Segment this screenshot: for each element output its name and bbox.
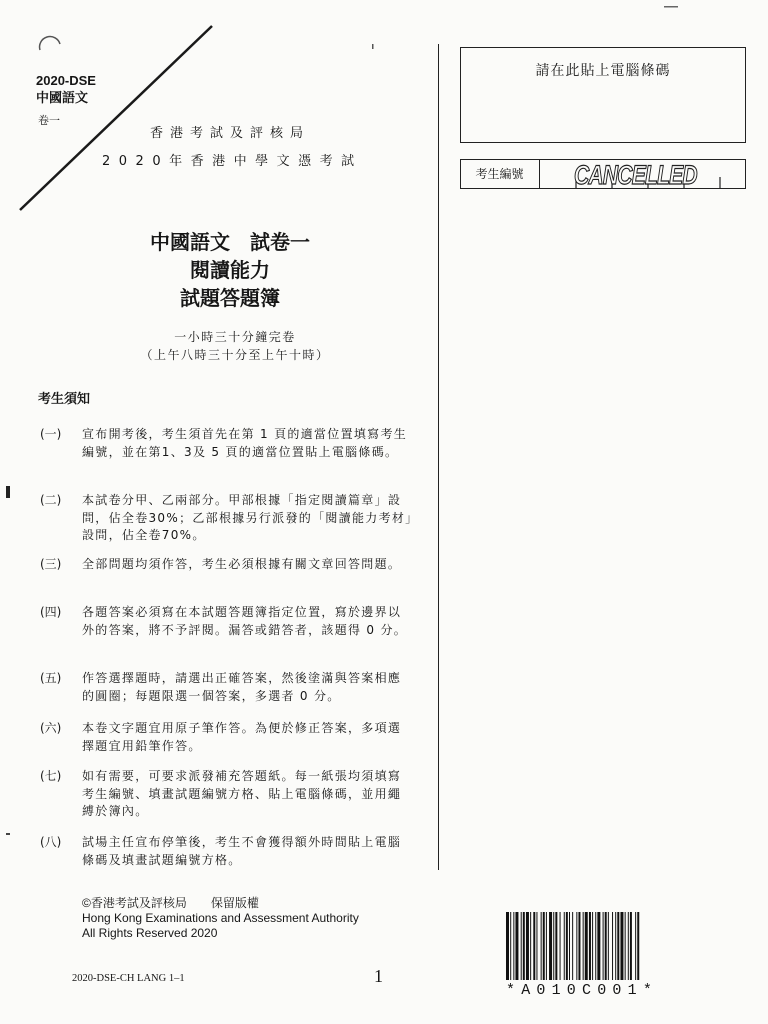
barcode-bar — [612, 912, 613, 980]
instruction-text: 本卷文字題宜用原子筆作答。為便於修正答案，多項選擇題宜用鉛筆作答。 — [82, 721, 402, 753]
page-number: 1 — [374, 966, 383, 986]
barcode-bar — [608, 912, 609, 980]
exam-code: 2020-DSE — [36, 73, 96, 88]
barcode-bar — [572, 912, 573, 980]
barcode-bar — [595, 912, 596, 980]
copyright-english: Hong Kong Examinations and Assessment Authority — [82, 911, 359, 925]
barcode-bar — [578, 912, 580, 980]
instruction-text: 作答選擇題時，請選出正確答案，然後塗滿與答案相應的圓圈；每題限選一個答案，多選者 0 分。 — [82, 671, 402, 703]
instruction-number: (三) — [40, 557, 62, 571]
barcode-bar — [543, 912, 545, 980]
instruction-text: 試場主任宣布停筆後，考生不會獲得額外時間貼上電腦條碼及填畫試題編號方格。 — [82, 835, 402, 867]
instruction-number: (一) — [40, 427, 62, 441]
barcode-bar — [615, 912, 616, 980]
rights-reserved: All Rights Reserved 2020 — [82, 926, 218, 940]
instruction-text: 宣布開考後，考生須首先在第 1 頁的適當位置填寫考生編號，並在第1、3及 5 頁的適當位置貼上電腦條碼。 — [82, 427, 408, 459]
instruction-item — [40, 426, 414, 461]
instruction-item — [40, 670, 414, 705]
barcode-bar — [569, 912, 570, 980]
instruction-item — [40, 492, 414, 545]
barcode-image — [506, 912, 740, 980]
instruction-item — [40, 768, 414, 821]
instruction-number: (二) — [40, 493, 62, 507]
instruction-text: 各題答案必須寫在本試題答題簿指定位置，寫於邊界以外的答案，將不予評閱。漏答或錯答者，該題得 0 分。 — [82, 605, 408, 637]
barcode-bar — [521, 912, 522, 980]
barcode-bar — [526, 912, 529, 980]
instructions-heading: 考生須知 — [38, 392, 91, 407]
barcode-bar — [585, 912, 588, 980]
instruction-item — [40, 720, 414, 755]
barcode-bar — [566, 912, 568, 980]
title-line-1: 中國語文 試卷一 — [150, 230, 310, 254]
instruction-text: 本試卷分甲、乙兩部分。甲部根據「指定閱讀篇章」設問，佔全卷30%；乙部根據另行派發的「閱讀能力考材」設問，佔全卷70%。 — [82, 493, 413, 542]
barcode-bar — [592, 912, 593, 980]
duration-line-1: 一小時三十分鐘完卷 — [174, 330, 296, 344]
barcode-bar — [536, 912, 537, 980]
barcode-bar — [630, 912, 632, 980]
instruction-text: 如有需要，可要求派發補充答題紙。每一紙張均須填寫考生編號、填畫試題編號方格、貼上電腦條碼，並用繩縛於簿內。 — [82, 769, 402, 818]
instruction-number: (六) — [40, 721, 62, 735]
cancelled-stamp: CANCELLED — [574, 160, 697, 190]
instruction-item — [40, 834, 414, 869]
barcode-bar — [635, 912, 636, 980]
exam-code-block — [36, 72, 96, 106]
barcode-bar — [603, 912, 604, 980]
barcode-bar — [523, 912, 525, 980]
instruction-number: (七) — [40, 769, 62, 783]
subject-name: 中國語文 — [36, 90, 89, 105]
instruction-number: (五) — [40, 671, 62, 685]
barcode-bar — [560, 912, 561, 980]
instruction-item — [40, 556, 414, 574]
barcode-bar — [510, 912, 511, 980]
barcode-bar — [533, 912, 535, 980]
barcode-bar — [515, 912, 518, 980]
barcode-text: *A010C001* — [506, 982, 659, 999]
barcode-bar — [555, 912, 557, 980]
title-line-2: 閱讀能力 — [190, 258, 270, 282]
instruction-number: (八) — [40, 835, 62, 849]
title-line-3: 試題答題簿 — [180, 286, 280, 310]
barcode-bar — [589, 912, 591, 980]
barcode-bar — [620, 912, 623, 980]
barcode-bar — [553, 912, 554, 980]
instruction-item — [40, 604, 414, 639]
barcode-bar — [605, 912, 607, 980]
barcode-bar — [583, 912, 584, 980]
authority-name: 香港考試及評核局 — [150, 126, 311, 141]
instruction-number: (四) — [40, 605, 62, 619]
barcode-bar — [625, 912, 626, 980]
candidate-number-label: 考生編號 — [460, 159, 540, 189]
paper-number: 卷一 — [38, 114, 60, 127]
document-code: 2020-DSE-CH LANG 1–1 — [72, 973, 185, 984]
barcode-bar — [513, 912, 514, 980]
barcode-bar — [637, 912, 639, 980]
barcode-bar — [541, 912, 542, 980]
barcode-bar — [530, 912, 531, 980]
column-divider — [438, 44, 439, 870]
barcode-bar — [564, 912, 565, 980]
copyright-block — [82, 896, 359, 941]
barcode-bar — [597, 912, 600, 980]
barcode-sticker-label: 請在此貼上電腦條碼 — [535, 63, 671, 79]
barcode-bar — [546, 912, 547, 980]
instruction-text: 全部問題均須作答，考生必須根據有關文章回答問題。 — [82, 557, 402, 571]
barcode-bar — [576, 912, 577, 980]
barcode-bar — [628, 912, 629, 980]
duration-line-2: （上午八時三十分至上午十時） — [140, 348, 330, 362]
copyright-chinese: ©香港考試及評核局 保留版權 — [82, 896, 259, 910]
barcode-bar — [506, 912, 509, 980]
barcode-bar — [549, 912, 552, 980]
exam-name: 2020年香港中學文憑考試 — [102, 154, 363, 169]
barcode-bar — [617, 912, 619, 980]
